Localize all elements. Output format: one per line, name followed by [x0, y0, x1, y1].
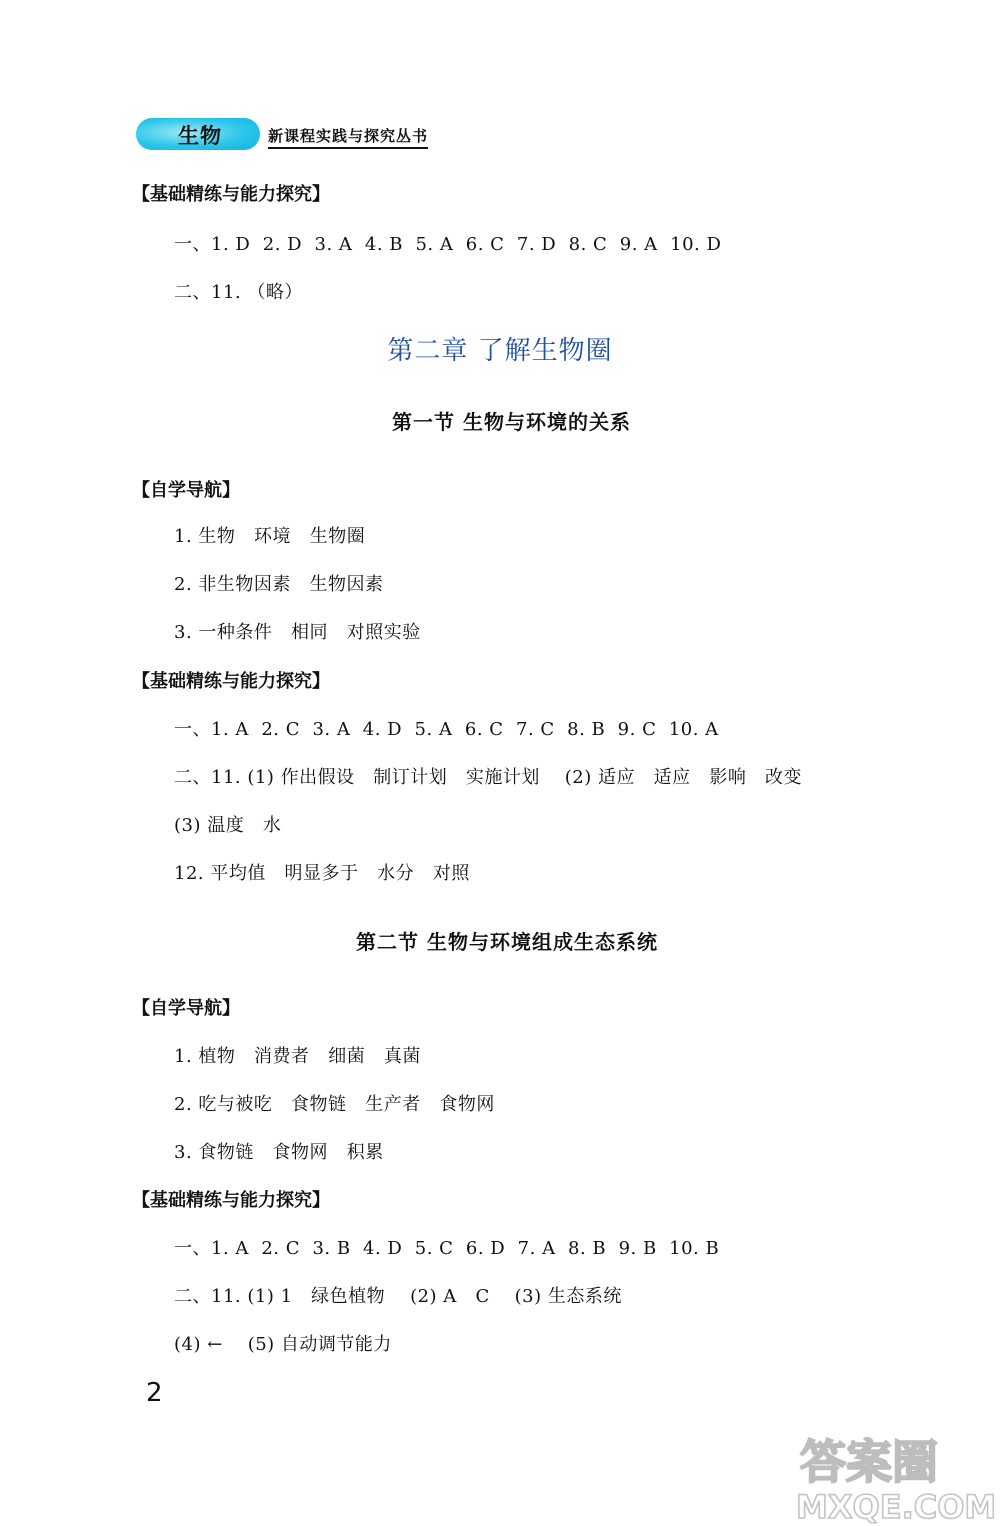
heading-exercises: 【基础精练与能力探究】 [132, 184, 330, 205]
answer-line: (3) 温度 水 [174, 815, 282, 836]
answer-line: 一、1. A 2. C 3. B 4. D 5. C 6. D 7. A 8. B 9. B 10. B [174, 1238, 720, 1259]
answer-line: 12. 平均值 明显多于 水分 对照 [174, 863, 470, 884]
page-header [136, 116, 446, 150]
answer-line: 2. 非生物因素 生物因素 [174, 574, 384, 595]
answer-line: 1. 植物 消费者 细菌 真菌 [174, 1046, 421, 1067]
answer-line: 1. 生物 环境 生物圈 [174, 526, 366, 547]
watermark-logo-text: 答案圈 [800, 1435, 938, 1489]
answer-line: 二、11. (1) 1 绿色植物 (2) A C (3) 生态系统 [174, 1286, 622, 1307]
watermark-logo [778, 1416, 1000, 1526]
heading-exercises: 【基础精练与能力探究】 [132, 1190, 330, 1211]
answer-line: 2. 吃与被吃 食物链 生产者 食物网 [174, 1094, 495, 1115]
answer-line: 3. 食物链 食物网 积累 [174, 1142, 384, 1163]
answer-line: 二、11. （略） [174, 282, 303, 303]
section-title: 第二节 生物与环境组成生态系统 [356, 930, 658, 954]
subject-label: 生物 [178, 124, 222, 148]
heading-self-study: 【自学导航】 [132, 480, 240, 501]
answer-line: (4) ← (5) 自动调节能力 [174, 1334, 392, 1355]
answer-line: 一、1. A 2. C 3. A 4. D 5. A 6. C 7. C 8. B 9. C 10. A [174, 719, 719, 740]
watermark-url-text: MXQE.COM [796, 1488, 997, 1526]
series-title: 新课程实践与探究丛书 [268, 125, 428, 149]
answer-line: 一、1. D 2. D 3. A 4. B 5. A 6. C 7. D 8. C 9. A 10. D [174, 234, 722, 255]
page-number: 2 [146, 1378, 163, 1408]
section-title: 第一节 生物与环境的关系 [392, 410, 631, 434]
answer-line: 3. 一种条件 相同 对照实验 [174, 622, 421, 643]
heading-exercises: 【基础精练与能力探究】 [132, 671, 330, 692]
heading-self-study: 【自学导航】 [132, 998, 240, 1019]
chapter-title: 第二章 了解生物圈 [387, 336, 613, 366]
answer-line: 二、11. (1) 作出假设 制订计划 实施计划 (2) 适应 适应 影响 改变 [174, 767, 802, 788]
